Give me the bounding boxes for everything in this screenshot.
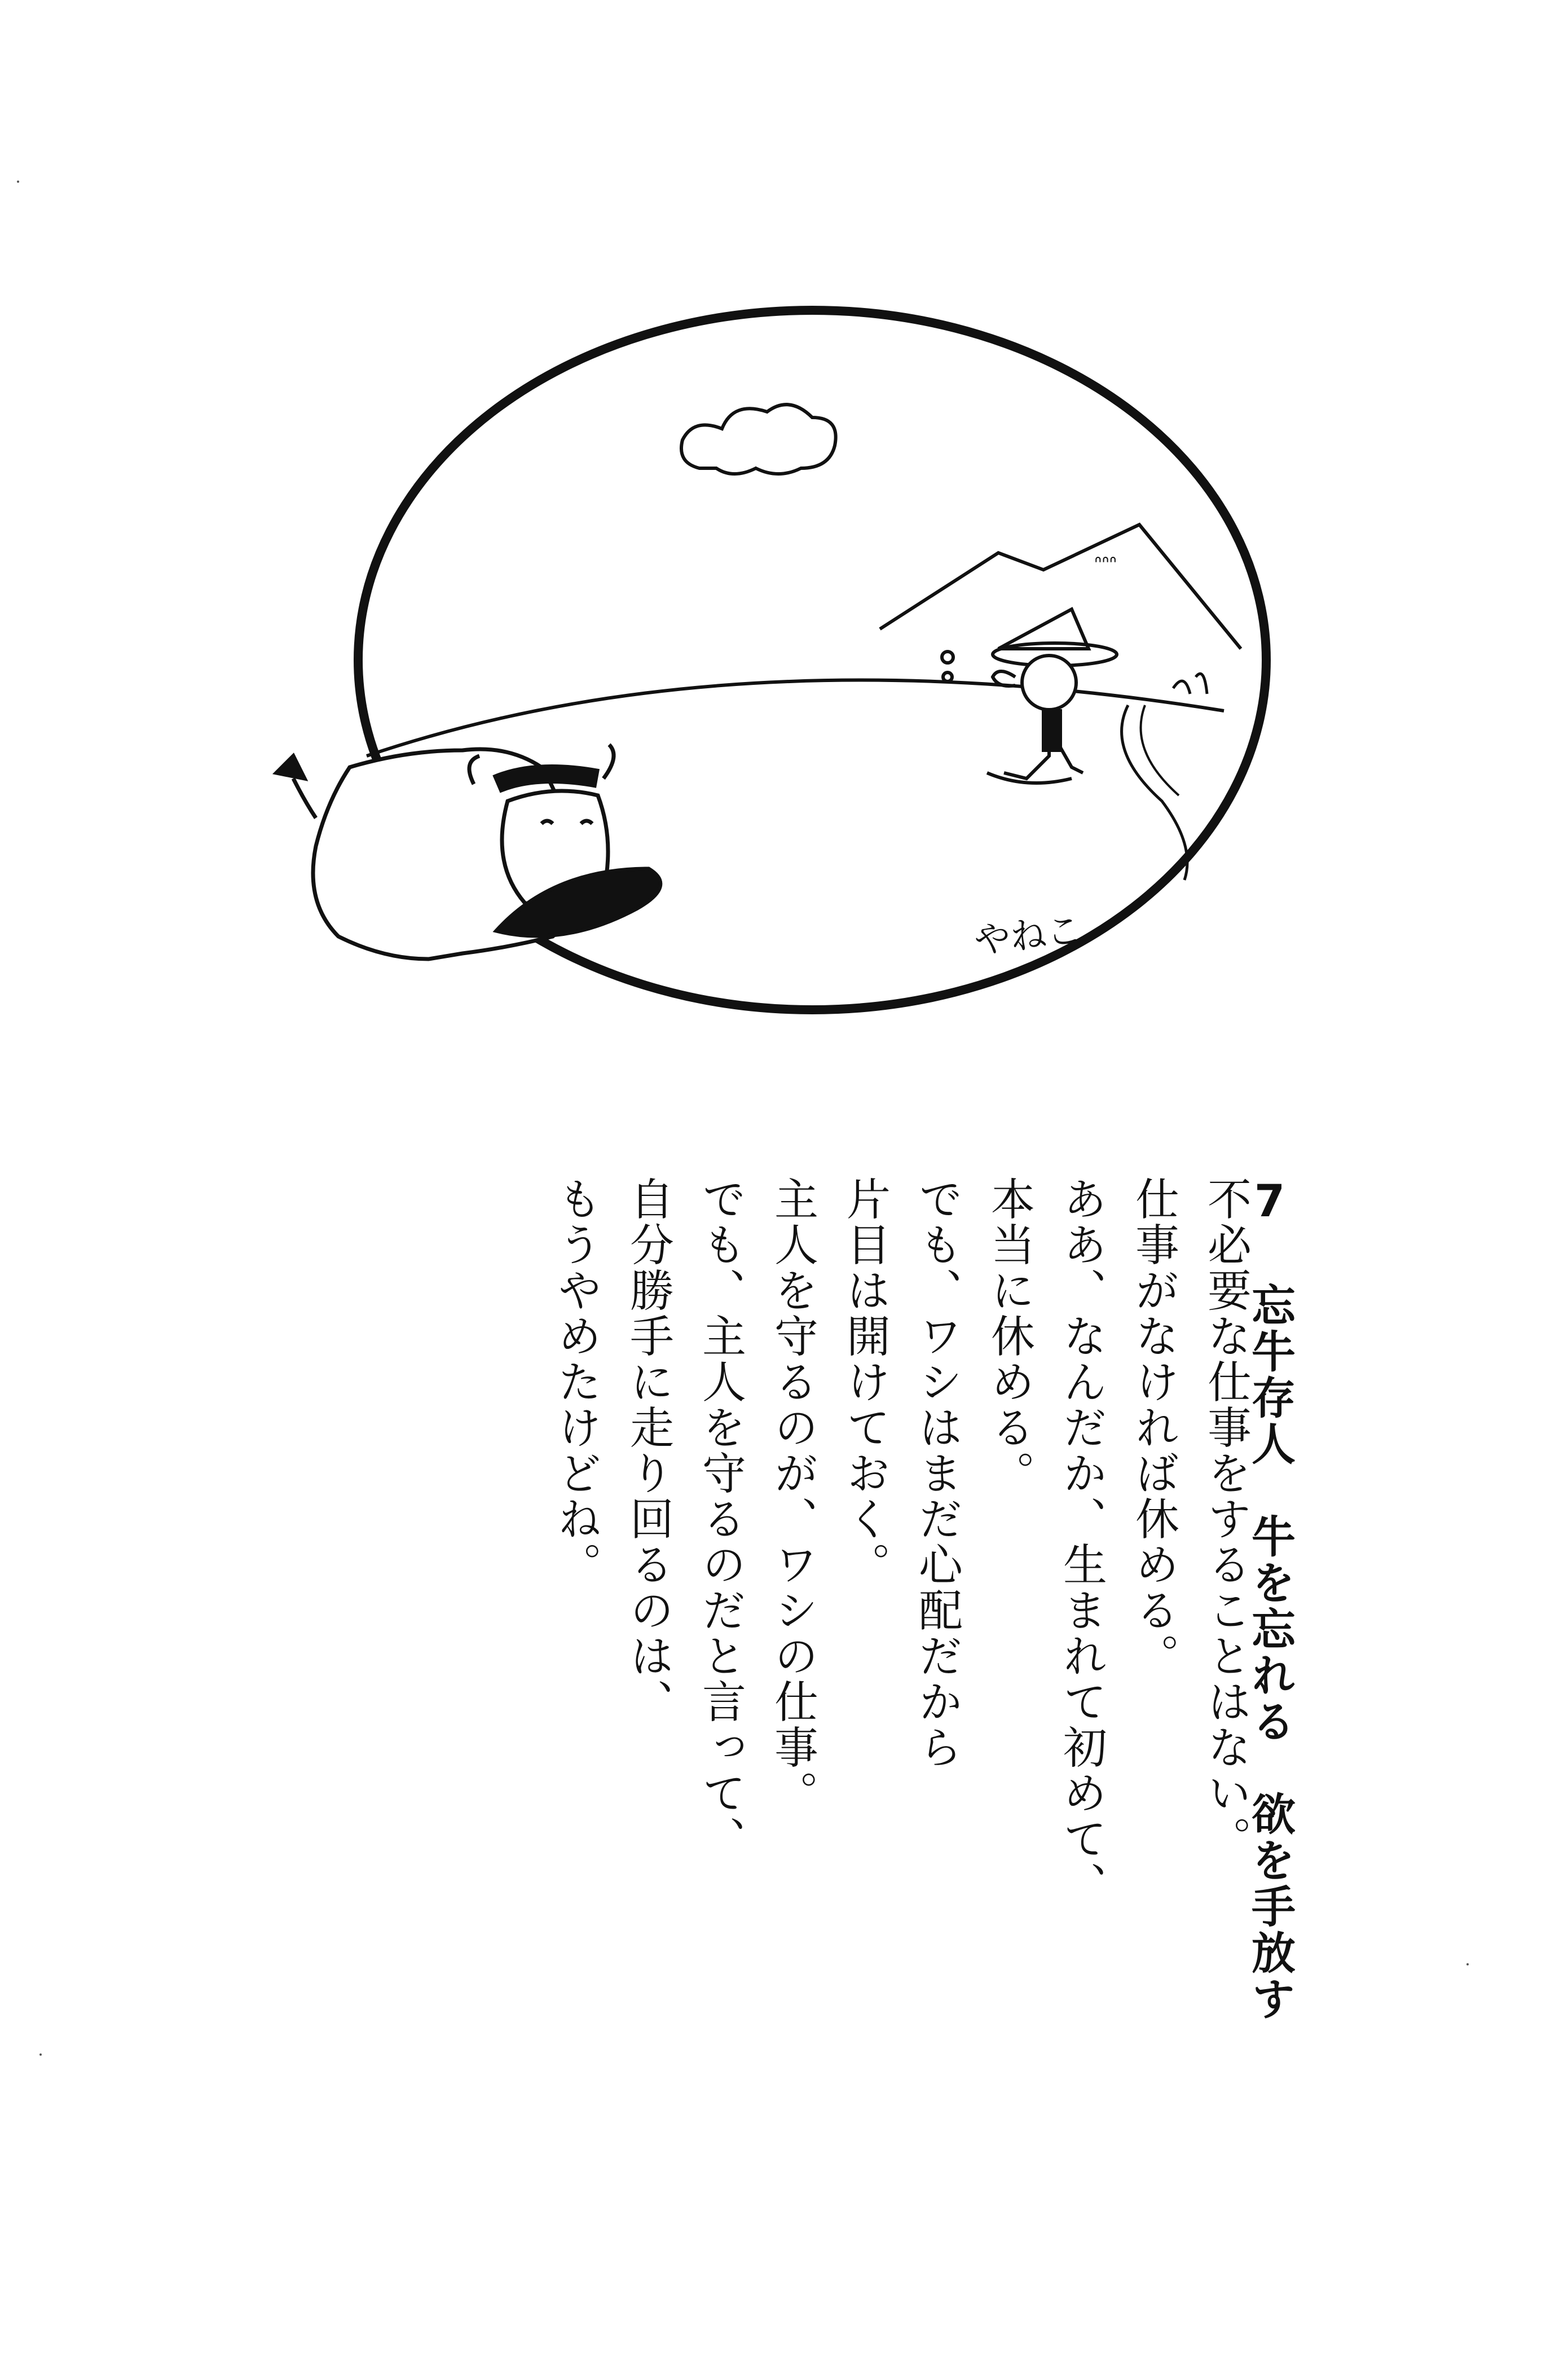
oxherd-figure bbox=[942, 609, 1117, 783]
body-line: 片目は開けておく。 bbox=[839, 1176, 890, 1587]
ox bbox=[276, 745, 660, 959]
illustration bbox=[0, 0, 1568, 1072]
signature: やねこ bbox=[972, 909, 1085, 962]
body-line: 主人を守るのが、ワシの仕事。 bbox=[767, 1176, 818, 1816]
body-line: でも、主人を守るのだと言って、 bbox=[695, 1176, 746, 1862]
scan-dust bbox=[17, 181, 19, 183]
chapter-heading: 7 忘牛存人 牛を忘れる 欲を手放す bbox=[1244, 1176, 1295, 2022]
body-line: 自分勝手に走り回るのは、 bbox=[623, 1176, 673, 1725]
feet-far-right bbox=[1173, 674, 1207, 694]
body-line: 仕事がなければ休める。 bbox=[1128, 1176, 1179, 1679]
cloud bbox=[681, 404, 836, 474]
text-block bbox=[526, 1176, 1295, 2022]
birds: ᐢᐢᐢ bbox=[1094, 552, 1117, 575]
body-line: 本当に休める。 bbox=[984, 1176, 1034, 1496]
body-line: 不必要な仕事をすることはない。 bbox=[1200, 1176, 1251, 1862]
scan-dust bbox=[1466, 1963, 1469, 1965]
body-line: ああ、なんだか、生まれて初めて、 bbox=[1056, 1176, 1107, 1907]
horizon bbox=[367, 680, 1224, 756]
body-line: もうやめたけどね。 bbox=[550, 1176, 601, 1587]
road-edge bbox=[1141, 705, 1179, 795]
road bbox=[1122, 705, 1187, 880]
body-line: でも、ワシはまだ心配だから bbox=[911, 1176, 962, 1770]
scan-dust bbox=[39, 2053, 42, 2056]
